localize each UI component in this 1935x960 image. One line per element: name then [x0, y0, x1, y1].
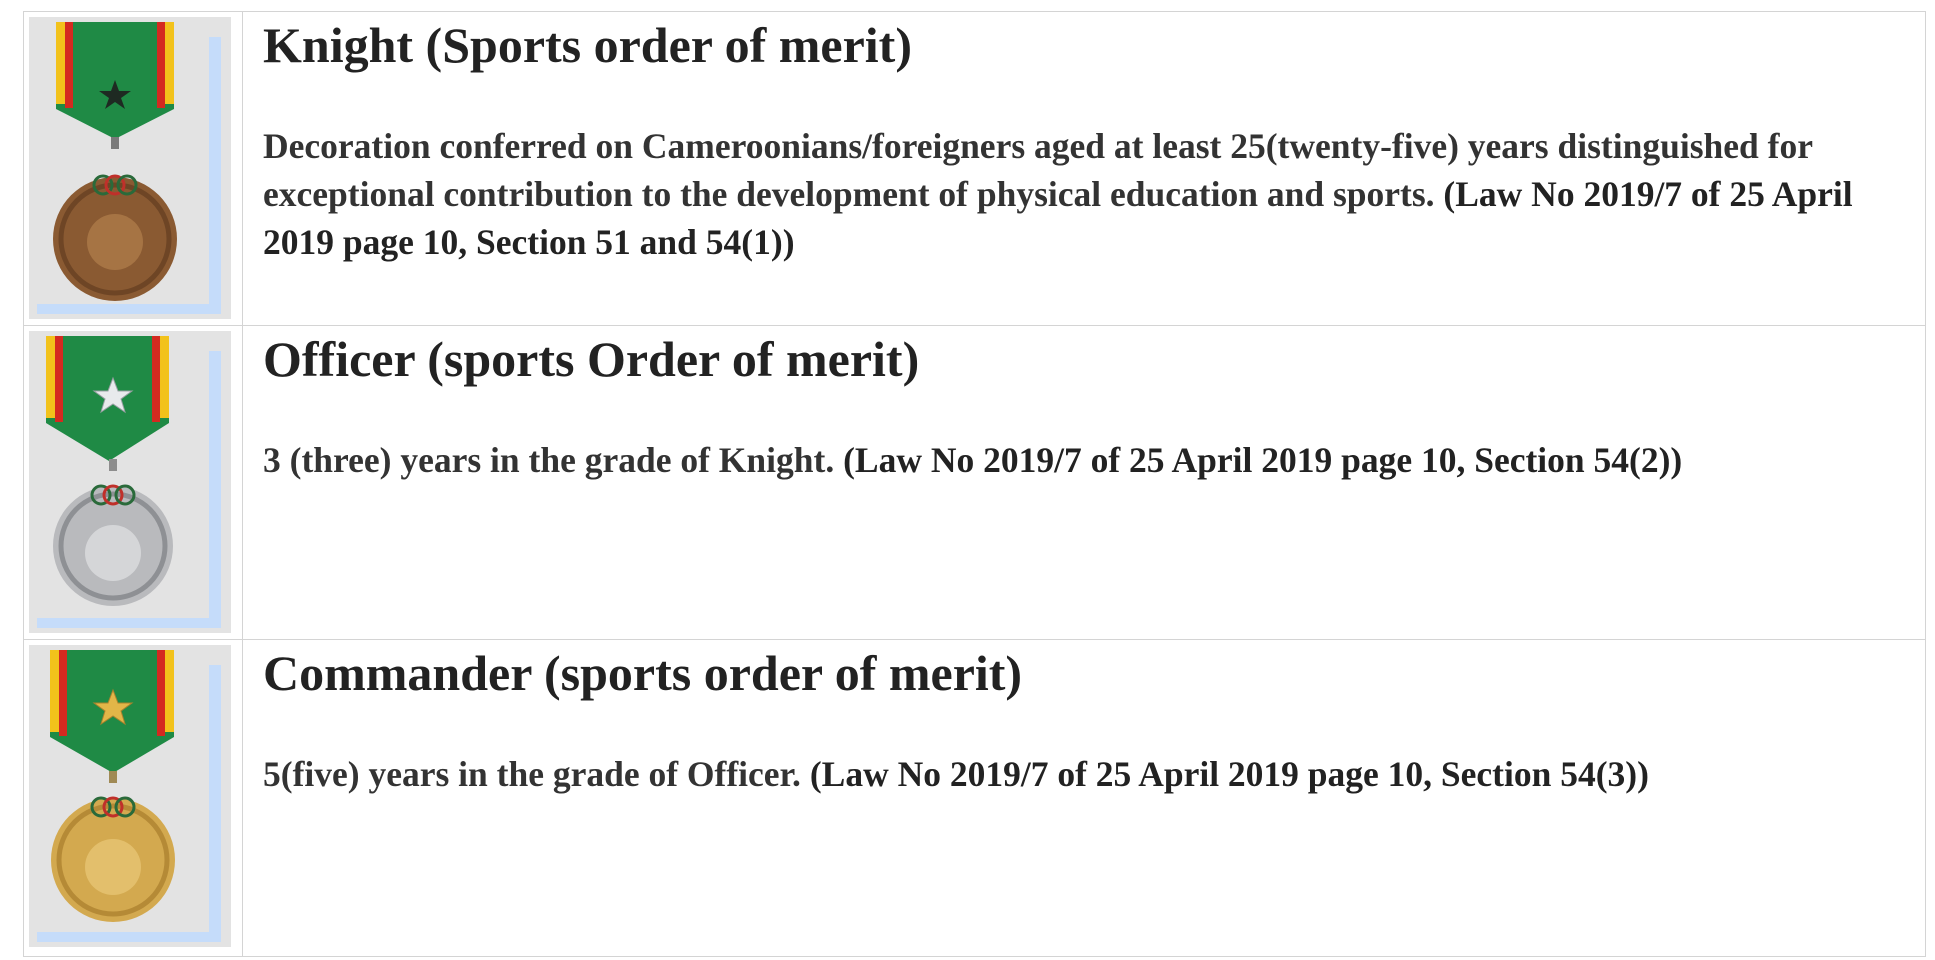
commander-medal-icon [29, 645, 231, 947]
description-text: Decoration conferred on Cameroonians/foreigners aged at least 25(twenty-five) years distinguished for exceptional contribution to the development of physical education and sports. [263, 126, 1813, 214]
description-text: 5(five) years in the grade of Officer. [263, 754, 801, 794]
medal-image-cell [24, 326, 243, 639]
officer-medal-icon [29, 331, 231, 633]
medal-description [263, 750, 1909, 798]
medal-row-commander [24, 640, 1925, 956]
knight-medal-image [29, 17, 231, 319]
knight-medal-icon [29, 17, 231, 319]
commander-medal-image [29, 645, 231, 947]
medal-image-cell [24, 12, 243, 325]
officer-medal-image [29, 331, 231, 633]
medal-text-cell [243, 12, 1925, 325]
medal-row-knight [24, 12, 1925, 326]
medal-title: Commander (sports order of merit) [263, 645, 1023, 701]
medal-text-cell [243, 326, 1925, 639]
medal-title: Officer (sports Order of merit) [263, 331, 920, 387]
medal-row-officer [24, 326, 1925, 640]
medals-table [23, 11, 1926, 957]
description-text: 3 (three) years in the grade of Knight. [263, 440, 835, 480]
medal-image-cell [24, 640, 243, 956]
medal-text-cell [243, 640, 1925, 956]
law-reference: (Law No 2019/7 of 25 April 2019 page 10, Section 51 and 54(1)) [263, 174, 1853, 262]
medal-description [263, 436, 1909, 484]
medal-description [263, 122, 1909, 266]
medal-title: Knight (Sports order of merit) [263, 17, 912, 73]
law-reference: (Law No 2019/7 of 25 April 2019 page 10, Section 54(2)) [843, 440, 1683, 480]
law-reference: (Law No 2019/7 of 25 April 2019 page 10, Section 54(3)) [809, 754, 1649, 794]
